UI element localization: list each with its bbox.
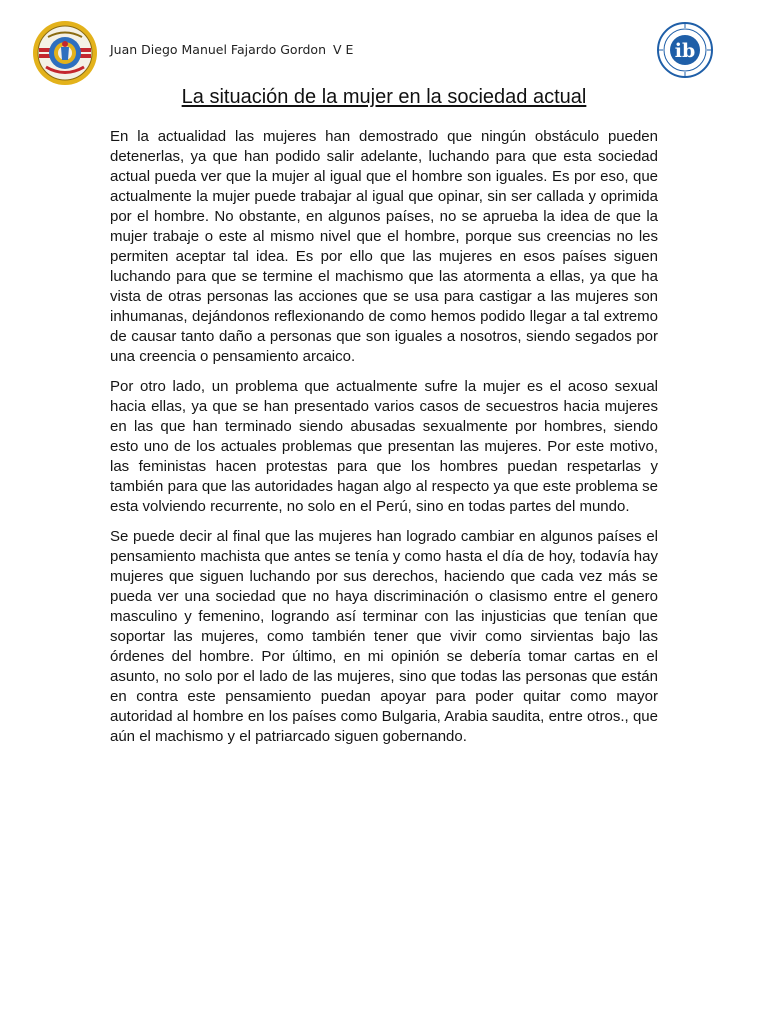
grade-section: V E (333, 42, 354, 57)
paragraph-2: Por otro lado, un problema que actualmente sufre la mujer es el acoso sexual hacia ellas, ya que se han presentado varios casos de secuestros hacia mujeres en las que han terminado siendo abusadas sexualmente por hombres, siendo esto uno de los actuales problemas que presentan las mujeres. Por este motivo, las feministas hacen protestas para que los hombres puedan respetarlas y también para que las autoridades hagan algo al respecto ya que este problema se esta volviendo recurrente, no solo en el Perú, sino en todas partes del mundo. (110, 378, 658, 515)
page-header (0, 0, 768, 90)
author-name: Juan Diego Manuel Fajardo Gordon (110, 42, 327, 57)
ib-logo-icon (652, 22, 718, 78)
document-title: La situación de la mujer en la sociedad actual (181, 86, 587, 108)
school-crest-logo (32, 20, 98, 86)
paragraph-1: En la actualidad las mujeres han demostrado que ningún obstáculo pueden detenerlas, ya que han podido salir adelante, luchando para que esta sociedad actual pueda ver que la mujer al igual que el hombre son iguales. Es por eso, que actualmente la mujer puede trabajar al igual que opinar, sin ser callada y oprimida por el hombre. No obstante, en algunos países, no se aprueba la idea de que la mujer trabaje o este al mismo nivel que el hombre, porque sus creencias no les permiten aceptar tal idea. Es por ello que las mujeres en esos países siguen luchando para que se termine el machismo que las atormenta a ellas, ya que ha vista de otras personas las acciones que se usa para castigar a las mujeres son inhumanas, dejándonos reflexionando de como hemos podido llegar a tal extremo de causar tanto daño a personas que son iguales a nosotros, siendo segados por una creencia o pensamiento arcaico. (110, 128, 658, 365)
document-body (110, 127, 658, 757)
ib-logo-text: ib (674, 40, 696, 62)
ib-logo (652, 22, 718, 78)
school-crest-icon (32, 20, 98, 86)
paragraph-3: Se puede decir al final que las mujeres han logrado cambiar en algunos países el pensamiento machista que antes se tenía y como hasta el día de hoy, todavía hay mujeres que siguen luchando por sus derechos, haciendo que cada vez más se pueda ver una sociedad que no haya discriminación o clasismo entre el genero masculino y femenino, logrando así terminar con las injusticias que tenían que soportar las mujeres, como también tener que vivir como sirvientas bajo las órdenes del hombre. Por último, en mi opinión se debería tomar cartas en el asunto, no solo por el lado de las mujeres, sino que todas las personas que están en contra este pensamiento puedan apoyar para poder quitar como mayor autoridad al hombre en los países como Bulgaria, Arabia saudita, entre otros., que aún el machismo y el patriarcado siguen gobernando. (110, 528, 658, 745)
